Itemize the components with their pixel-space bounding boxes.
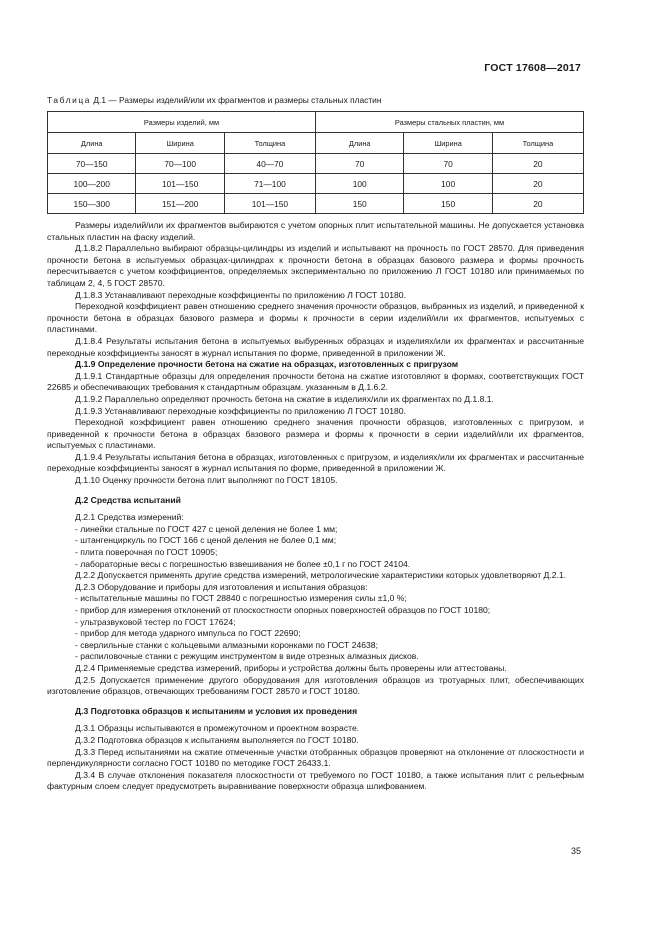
list-item: - ультразвуковой тестер по ГОСТ 17624;	[75, 616, 236, 627]
table-cell: 101—150	[224, 194, 315, 214]
paragraph: Д.1.9.4 Результаты испытания бетона в образцах, изготовленных с пригрузом, и изделиях/или их фрагментах и рассчитанные переходные коэффициенты заносят в журнал испытания по форме, приведенной в приложении Ж.	[47, 451, 584, 474]
table-row	[48, 194, 584, 214]
paragraph: Д.2.5 Допускается применение другого оборудования для изготовления образцов из тротуарных плит, обеспечивающих изготовление образцов, отвечающих требованиям ГОСТ 28570 и ГОСТ 10180.	[47, 674, 584, 697]
list-item: - плита поверочная по ГОСТ 10905;	[75, 547, 218, 558]
list-item: - испытательные машины по ГОСТ 28840 с погрешностью измерения силы ±1,0 %;	[75, 593, 407, 604]
table-caption-prefix: Таблица	[47, 95, 92, 105]
paragraph: Д.2.4 Применяемые средства измерений, приборы и устройства должны быть проверены или аттестованы.	[75, 662, 507, 673]
table-cell: 150	[315, 194, 403, 214]
table-cell: 100	[315, 174, 403, 194]
list-item: - лабораторные весы с погрешностью взвешивания не более ±0,1 г по ГОСТ 24104.	[75, 558, 411, 569]
column-header: Толщина	[492, 133, 583, 154]
table-cell: 150—300	[48, 194, 136, 214]
column-header: Длина	[48, 133, 136, 154]
table-cell: 150	[404, 194, 492, 214]
table-row	[48, 154, 584, 174]
table-caption-text: Д.1 — Размеры изделий/или их фрагментов и размеры стальных пластин	[91, 95, 382, 105]
paragraph: Переходной коэффициент равен отношению среднего значения прочности образцов, изготовленных с пригрузом, и приведенной к прочности бетона в образцах базового размера и формы к прочности в серии изделий/или их фрагментов, испытуемых с пластинами.	[47, 417, 584, 451]
column-header: Ширина	[404, 133, 492, 154]
section-heading: Д.3 Подготовка образцов к испытаниям и условия их проведения	[75, 705, 358, 716]
paragraph: Переходной коэффициент равен отношению среднего значения прочности образцов, выбранных из изделий, и приведенной к прочности бетона в образцах базового размера и формы к прочности в серии изделий/или их фрагментов, испытуемых с пластинами.	[47, 301, 584, 335]
paragraph: Д.1.9.3 Устанавливают переходные коэффициенты по приложению Л ГОСТ 10180.	[75, 405, 406, 416]
table-cell: 40—70	[224, 154, 315, 174]
paragraph: Д.2.2 Допускается применять другие средства измерений, метрологические характеристики которых удовлетворяют Д.2.1.	[75, 570, 567, 581]
paragraph: Д.3.1 Образцы испытываются в промежуточном и проектном возрасте.	[75, 723, 360, 734]
paragraph: Д.3.4 В случае отклонения показателя плоскостности от требуемого по ГОСТ 10180, а также испытания плит с рельефным фактурным слоем следует предусмотреть выравнивание поверхности образца шлифованием.	[47, 769, 584, 792]
column-header: Ширина	[136, 133, 224, 154]
paragraph: Д.2.1 Средства измерений:	[75, 512, 184, 523]
dimensions-table	[47, 111, 584, 214]
table-cell: 151—200	[136, 194, 224, 214]
list-item: - штангенциркуль по ГОСТ 166 с ценой деления не более 0,1 мм;	[75, 535, 337, 546]
paragraph: Д.1.8.4 Результаты испытания бетона в испытуемых выбуренных образцах и изделиях/или их фрагментах и рассчитанные переходные коэффициенты заносят в журнал испытания по форме, приведенной в приложении Ж.	[47, 335, 584, 358]
paragraph: Д.3.3 Перед испытаниями на сжатие отмеченные участки отобранных образцов проверяют на отклонение от плоскостности и перпендикулярности согласно ГОСТ 10180 по методике ГОСТ 26433.1.	[47, 746, 584, 769]
table-cell: 100—200	[48, 174, 136, 194]
paragraph: Д.1.9.1 Стандартные образцы для определения прочности бетона на сжатие изготовляют в формах, соответствующих ГОСТ 22685 и обеспечивающих требования к стандартным образцам. указанным в Д.1.6.2.	[47, 370, 584, 393]
table-caption	[47, 95, 382, 105]
list-item: - прибор для метода ударного импульса по ГОСТ 22690;	[75, 628, 301, 639]
table-row	[48, 174, 584, 194]
table-cell: 70—100	[136, 154, 224, 174]
paragraph: Д.1.8.3 Устанавливают переходные коэффициенты по приложению Л ГОСТ 10180.	[75, 289, 406, 300]
document-header: ГОСТ 17608—2017	[484, 62, 581, 74]
list-item: - сверлильные станки с кольцевыми алмазными коронками по ГОСТ 24638;	[75, 639, 378, 650]
table-cell: 20	[492, 174, 583, 194]
paragraph: Д.3.2 Подготовка образцов к испытаниям выполняется по ГОСТ 10180.	[75, 734, 359, 745]
table-cell: 101—150	[136, 174, 224, 194]
document-body	[47, 220, 584, 793]
list-item: - прибор для измерения отклонений от плоскостности опорных поверхностей образцов по ГОСТ 10180;	[75, 605, 491, 615]
table-cell: 100	[404, 174, 492, 194]
table-cell: 20	[492, 194, 583, 214]
column-header: Толщина	[224, 133, 315, 154]
table-cell: 70	[315, 154, 403, 174]
column-header: Длина	[315, 133, 403, 154]
group-header-plates: Размеры стальных пластин, мм	[315, 112, 583, 133]
paragraph: Д.1.8.2 Параллельно выбирают образцы-цилиндры из изделий и испытывают на прочность по ГОСТ 28570. Для приведения прочности бетона в испытуемых образцах-цилиндрах к прочности бетона в образцах базового размера и формы прочность пересчитывается с учетом коэффициентов, определяемых экспериментально по приложению Л ГОСТ 10180 или принимаемых по таблицам 2, 4, 5 ГОСТ 28570.	[47, 243, 584, 288]
paragraph: Д.2.3 Оборудование и приборы для изготовления и испытания образцов:	[75, 581, 368, 592]
group-header-products: Размеры изделий, мм	[48, 112, 316, 133]
table-cell: 70—150	[48, 154, 136, 174]
list-item: - распиловочные станки с режущим инструментом в виде отрезных алмазных дисков.	[75, 651, 419, 662]
table-cell: 71—100	[224, 174, 315, 194]
list-item: - линейки стальные по ГОСТ 427 с ценой деления не более 1 мм;	[75, 523, 338, 534]
paragraph: Д.1.9.2 Параллельно определяют прочность бетона на сжатие в изделиях/или их фрагментах по Д.1.8.1.	[75, 393, 494, 404]
paragraph: Размеры изделий/или их фрагментов выбираются с учетом опорных плит испытательной машины. Не допускается установка стальных пластин на фаску изделий.	[47, 220, 584, 242]
paragraph: Д.1.10 Оценку прочности бетона плит выполняют по ГОСТ 18105.	[75, 475, 338, 486]
table-cell: 70	[404, 154, 492, 174]
section-heading: Д.2 Средства испытаний	[75, 494, 181, 505]
section-heading: Д.1.9 Определение прочности бетона на сжатие на образцах, изготовленных с пригрузом	[75, 359, 459, 370]
page-number: 35	[570, 846, 581, 856]
table-cell: 20	[492, 154, 583, 174]
